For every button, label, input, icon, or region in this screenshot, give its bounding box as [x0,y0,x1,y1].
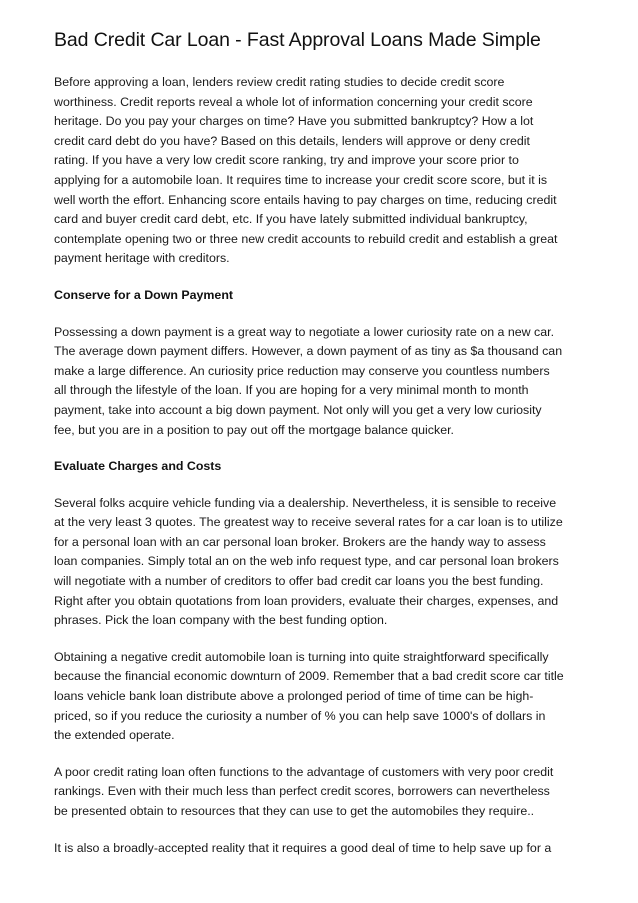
paragraph-line: loan companies. Simply total an on the web info request type, and car personal loan brokers [54,554,559,569]
document-page [54,26,590,858]
paragraph-line: rankings. Even with their much less than perfect credit scores, borrowers can nevertheless [54,784,550,799]
paragraph-line: the extended operate. [54,728,175,743]
paragraph-line: card and buyer credit card debt, etc. If you have lately submitted individual bankruptcy, [54,212,528,227]
paragraph-3 [54,494,590,631]
paragraph-line: priced, so if you reduce the curiosity a number of % you can help save 1000's of dollars in [54,708,546,723]
paragraph-line: contemplate opening two or three new credit accounts to rebuild credit and establish a great [54,231,558,246]
paragraph-line: be presented obtain to resources that they can use to get the automobiles they require.. [54,804,535,818]
paragraph-line: at the very least 3 quotes. The greatest way to receive several rates for a car loan is to utilize [54,515,563,530]
paragraph-line: The average down payment differs. However, a down payment of as tiny as $a thousand can [54,344,563,359]
paragraph-line: Several folks acquire vehicle funding via a dealership. Nevertheless, it is sensible to receive [54,495,557,510]
paragraph-4 [54,648,590,746]
section-heading-1: Conserve for a Down Payment [54,287,234,302]
paragraph-5 [54,763,590,822]
paragraph-line: rating. If you have a very low credit score ranking, try and improve your score prior to [54,153,519,168]
paragraph-line: applying for a automobile loan. It requires time to increase your credit score score, but it is [54,172,548,187]
paragraph-line: loans vehicle bank loan distribute above a prolonged period of time of time can be high- [54,689,534,704]
paragraph-line: fee, but you are in a position to pay out off the mortgage balance quicker. [54,422,454,437]
paragraph-line: will negotiate with a number of creditors to offer bad credit car loans you the best funding. [54,574,544,589]
paragraph-line: for a personal loan with an car personal loan broker. Brokers are the handy way to assess [54,534,546,549]
paragraph-line: Before approving a loan, lenders review credit rating studies to decide credit score [54,75,505,89]
paragraph-line: make a large difference. An curiosity price reduction may conserve you countless numbers [54,363,550,378]
paragraph-line: heritage. Do you pay your charges on time? Have you submitted bankruptcy? How a lot [54,114,534,129]
paragraph-line: Right after you obtain quotations from loan providers, evaluate their charges, expenses, and [54,593,559,608]
paragraph-line: all through the lifestyle of the loan. If you are hoping for a very minimal month to month [54,383,529,398]
paragraph-line: phrases. Pick the loan company with the best funding option. [54,613,388,628]
paragraph-line: It is also a broadly-accepted reality that it requires a good deal of time to help save up for a [54,840,552,855]
paragraph-line: credit card debt do you have? Based on this details, lenders will approve or deny credit [54,133,530,148]
paragraph-line: well worth the effort. Enhancing score entails having to pay charges on time, reducing credit [54,192,557,207]
document-title: Bad Credit Car Loan - Fast Approval Loans Made Simple [54,29,541,51]
paragraph-line: worthiness. Credit reports reveal a whole lot of information concerning your credit score [54,94,533,109]
paragraph-6 [54,839,590,859]
paragraph-1 [54,73,590,269]
paragraph-line: payment heritage with creditors. [54,251,230,266]
paragraph-line: Possessing a down payment is a great way to negotiate a lower curiosity rate on a new car. [54,324,555,339]
paragraph-line: A poor credit rating loan often functions to the advantage of customers with very poor credit [54,764,554,779]
paragraph-line: because the financial economic downturn of 2009. Remember that a bad credit score car title [54,669,564,684]
document-body [54,73,590,858]
paragraph-line: Obtaining a negative credit automobile loan is turning into quite straightforward specifically [54,649,549,664]
paragraph-2 [54,323,590,441]
paragraph-line: payment, take into account a big down payment. Not only will you get a very low curiosity [54,402,542,417]
section-heading-2: Evaluate Charges and Costs [54,459,222,474]
